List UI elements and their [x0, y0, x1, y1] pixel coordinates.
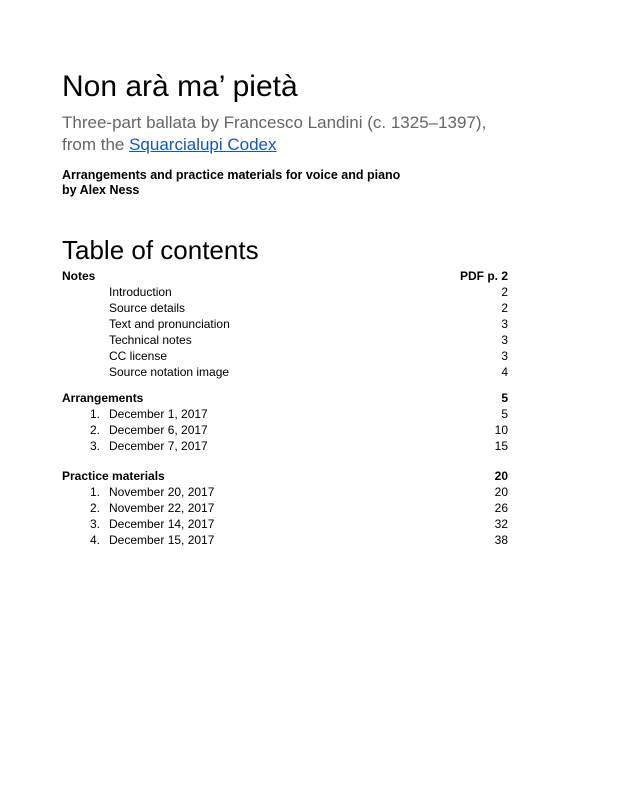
- toc-entry-num: 3.: [90, 439, 101, 453]
- toc-entry-page: 26: [494, 501, 508, 515]
- toc-section-header: [62, 390, 508, 406]
- toc-entry: [62, 364, 508, 380]
- subtitle-line-2-prefix: from the: [62, 135, 130, 154]
- toc-entry: [62, 316, 508, 332]
- toc-entry: [62, 484, 508, 500]
- toc-entry-num: 1.: [90, 485, 101, 499]
- toc-entry-page: 5: [501, 407, 508, 421]
- toc-entry-label: November 22, 2017: [109, 501, 215, 515]
- toc-section-title: Notes: [62, 269, 96, 283]
- toc-entry-label: Source notation image: [109, 365, 230, 379]
- toc-entry-page: 2: [501, 301, 508, 315]
- toc-entry-num: 4.: [90, 533, 101, 547]
- toc-entry-page: 3: [501, 349, 508, 363]
- toc-section-title: Arrangements: [62, 391, 144, 405]
- squarcialupi-codex-link[interactable]: Squarcialupi Codex: [129, 135, 277, 154]
- toc-entry-label: CC license: [109, 349, 168, 363]
- toc-entry-page: 32: [494, 517, 508, 531]
- toc-entry-label: Source details: [109, 301, 186, 315]
- toc-entry: [62, 406, 508, 422]
- toc-entry-num: 2.: [90, 423, 101, 437]
- byline-line-2: by Alex Ness: [62, 183, 140, 197]
- toc-entry-page: 2: [501, 285, 508, 299]
- subtitle-line-1: Three-part ballata by Francesco Landini (c. 1325–1397),: [62, 113, 487, 132]
- toc-entry-num: 3.: [90, 517, 101, 531]
- toc-entry: [62, 300, 508, 316]
- table-of-contents: [62, 268, 508, 548]
- toc-entry: [62, 422, 508, 438]
- byline: [62, 168, 508, 198]
- toc-section-practice-materials: [62, 468, 508, 548]
- toc-entry-label: December 15, 2017: [109, 533, 215, 547]
- toc-entry-page: 38: [494, 533, 508, 547]
- toc-section-page: PDF p. 2: [459, 269, 508, 283]
- toc-section-arrangements: [62, 390, 508, 454]
- toc-entry: [62, 532, 508, 548]
- toc-entry: [62, 284, 508, 300]
- toc-entry-label: Text and pronunciation: [109, 317, 230, 331]
- toc-entry-label: December 14, 2017: [109, 517, 215, 531]
- toc-section-notes: [62, 268, 508, 380]
- toc-entry-num: 2.: [90, 501, 101, 515]
- toc-entry-page: 10: [494, 423, 508, 437]
- toc-entry: [62, 516, 508, 532]
- byline-line-1: Arrangements and practice materials for voice and piano: [62, 168, 401, 182]
- toc-section-title: Practice materials: [62, 469, 165, 483]
- toc-entry-page: 4: [501, 365, 508, 379]
- toc-entry-label: Introduction: [109, 285, 172, 299]
- toc-entry-label: November 20, 2017: [109, 485, 215, 499]
- toc-entry: [62, 332, 508, 348]
- toc-entry: [62, 500, 508, 516]
- subtitle-line-2: [62, 134, 508, 156]
- page-title: Non arà ma’ pietà: [62, 70, 298, 103]
- toc-entry-label: December 7, 2017: [109, 439, 208, 453]
- page-content: [62, 0, 508, 548]
- toc-entry-label: December 6, 2017: [109, 423, 208, 437]
- toc-entry-page: 3: [501, 317, 508, 331]
- toc-entry: [62, 438, 508, 454]
- toc-entry-label: December 1, 2017: [109, 407, 208, 421]
- toc-entry-page: 3: [501, 333, 508, 347]
- toc-section-page: 5: [501, 391, 508, 405]
- toc-entry-page: 20: [494, 485, 508, 499]
- toc-entry-label: Technical notes: [109, 333, 192, 347]
- subtitle: [62, 112, 508, 156]
- toc-section-header: [62, 468, 508, 484]
- toc-section-page: 20: [494, 469, 508, 483]
- toc-section-header: [62, 268, 508, 284]
- toc-entry-page: 15: [494, 439, 508, 453]
- toc-entry-num: 1.: [90, 407, 101, 421]
- toc-heading: Table of contents: [62, 235, 259, 265]
- toc-entry: [62, 348, 508, 364]
